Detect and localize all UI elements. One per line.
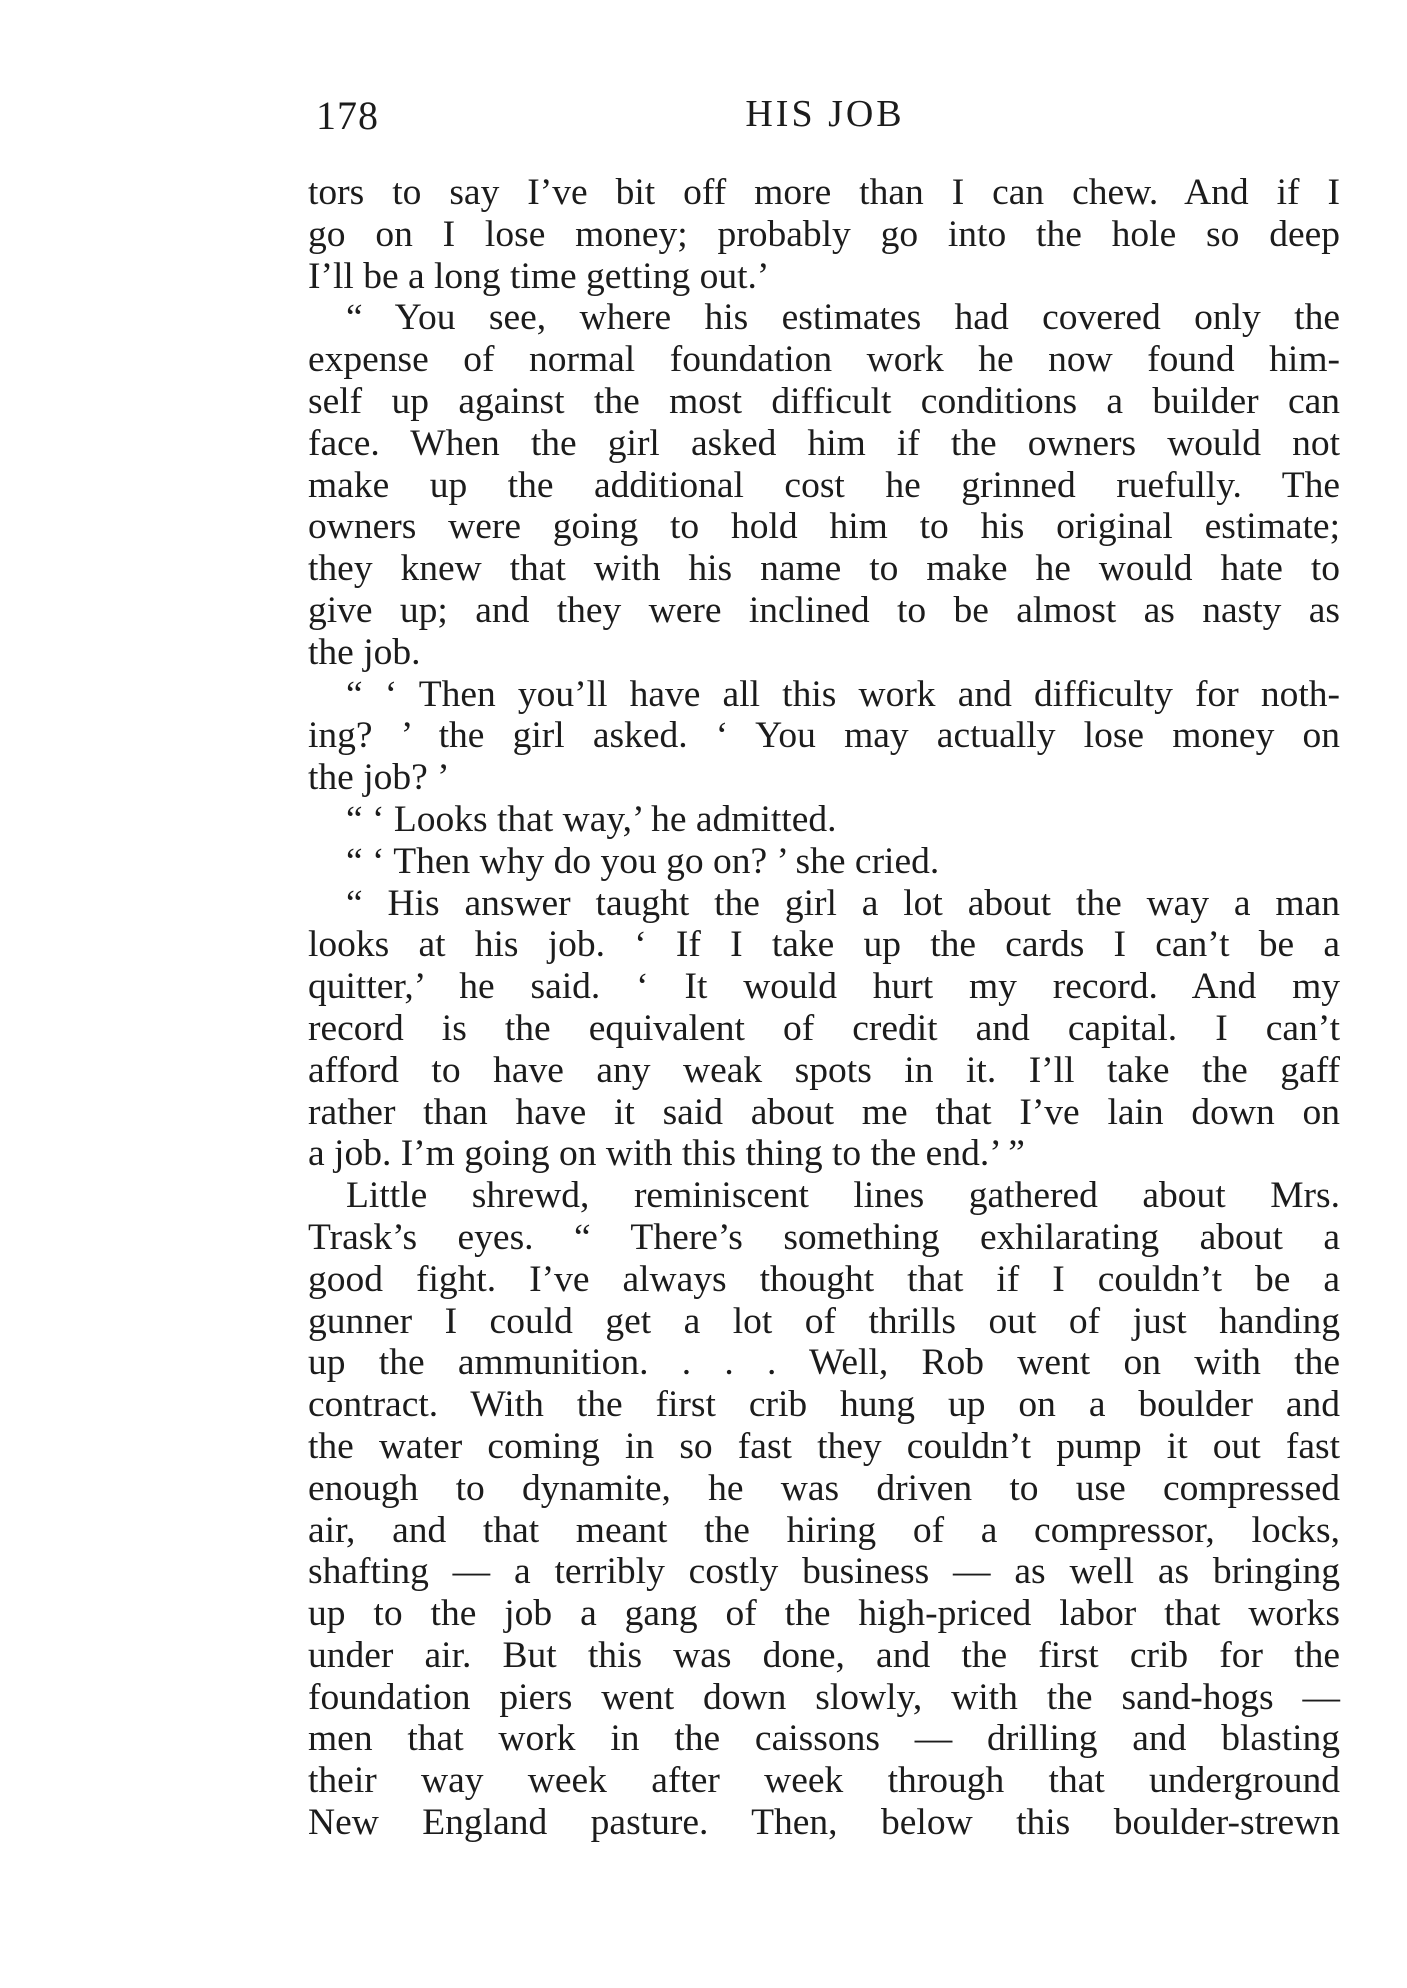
text-line: Trask’s eyes. “ There’s something exhilarating about a (308, 1216, 1340, 1258)
text-line: make up the additional cost he grinned ruefully. The (308, 464, 1340, 506)
text-line: ing? ’ the girl asked. ‘ You may actually lose money on (308, 715, 1340, 757)
text-line: “ ‘ Then you’ll have all this work and difficulty for noth- (346, 673, 1340, 715)
text-line: New England pasture. Then, below this boulder-strewn (308, 1802, 1340, 1844)
text-line: rather than have it said about me that I’ve lain down on (308, 1091, 1340, 1133)
text-line: “ His answer taught the girl a lot about the way a man (346, 882, 1340, 924)
text-line: up to the job a gang of the high-priced labor that works (308, 1593, 1340, 1635)
text-line: “ ‘ Then why do you go on? ’ she cried. (346, 840, 940, 882)
text-line: looks at his job. ‘ If I take up the cards I can’t be a (308, 924, 1340, 966)
text-line: the job. (308, 631, 421, 673)
text-line: contract. With the first crib hung up on a boulder and (308, 1384, 1340, 1426)
text-line: a job. I’m going on with this thing to the end.’ ” (308, 1133, 1025, 1175)
text-line: Little shrewd, reminiscent lines gathered about Mrs. (346, 1175, 1340, 1217)
text-line: shafting — a terribly costly business — as well as bringing (308, 1551, 1340, 1593)
text-line: they knew that with his name to make he would hate to (308, 548, 1340, 590)
text-line: the water coming in so fast they couldn’t pump it out fast (308, 1425, 1340, 1467)
text-line: go on I lose money; probably go into the hole so deep (308, 213, 1340, 255)
text-line: foundation piers went down slowly, with the sand-hogs — (308, 1676, 1340, 1718)
text-line: “ ‘ Looks that way,’ he admitted. (346, 798, 837, 840)
text-line: good fight. I’ve always thought that if I couldn’t be a (308, 1258, 1340, 1300)
text-line: under air. But this was done, and the first crib for the (308, 1634, 1340, 1676)
text-line: give up; and they were inclined to be almost as nasty as (308, 589, 1340, 631)
text-line: “ You see, where his estimates had covered only the (346, 297, 1340, 339)
text-line: face. When the girl asked him if the owners would not (308, 422, 1340, 464)
text-line: expense of normal foundation work he now found him- (308, 339, 1340, 381)
text-line: the job? ’ (308, 757, 450, 799)
text-line: record is the equivalent of credit and capital. I can’t (308, 1007, 1340, 1049)
text-line: enough to dynamite, he was driven to use compressed (308, 1467, 1340, 1509)
text-line: tors to say I’ve bit off more than I can chew. And if I (308, 172, 1340, 213)
text-line: men that work in the caissons — drilling and blasting (308, 1718, 1340, 1760)
text-line: air, and that meant the hiring of a compressor, locks, (308, 1509, 1340, 1551)
text-line: self up against the most difficult conditions a builder can (308, 380, 1340, 422)
text-line: I’ll be a long time getting out.’ (308, 255, 770, 297)
text-line: quitter,’ he said. ‘ It would hurt my record. And my (308, 966, 1340, 1008)
page-number: 178 (316, 93, 379, 138)
page-header (310, 92, 1340, 142)
text-line: afford to have any weak spots in it. I’ll take the gaff (308, 1049, 1340, 1091)
text-line: up the ammunition. . . . Well, Rob went on with the (308, 1342, 1340, 1384)
text-line: gunner I could get a lot of thrills out of just handing (308, 1300, 1340, 1342)
text-line: owners were going to hold him to his original estimate; (308, 506, 1340, 548)
text-line: their way week after week through that underground (308, 1760, 1340, 1802)
body-text (308, 172, 1340, 1844)
running-head: HIS JOB (745, 93, 905, 135)
